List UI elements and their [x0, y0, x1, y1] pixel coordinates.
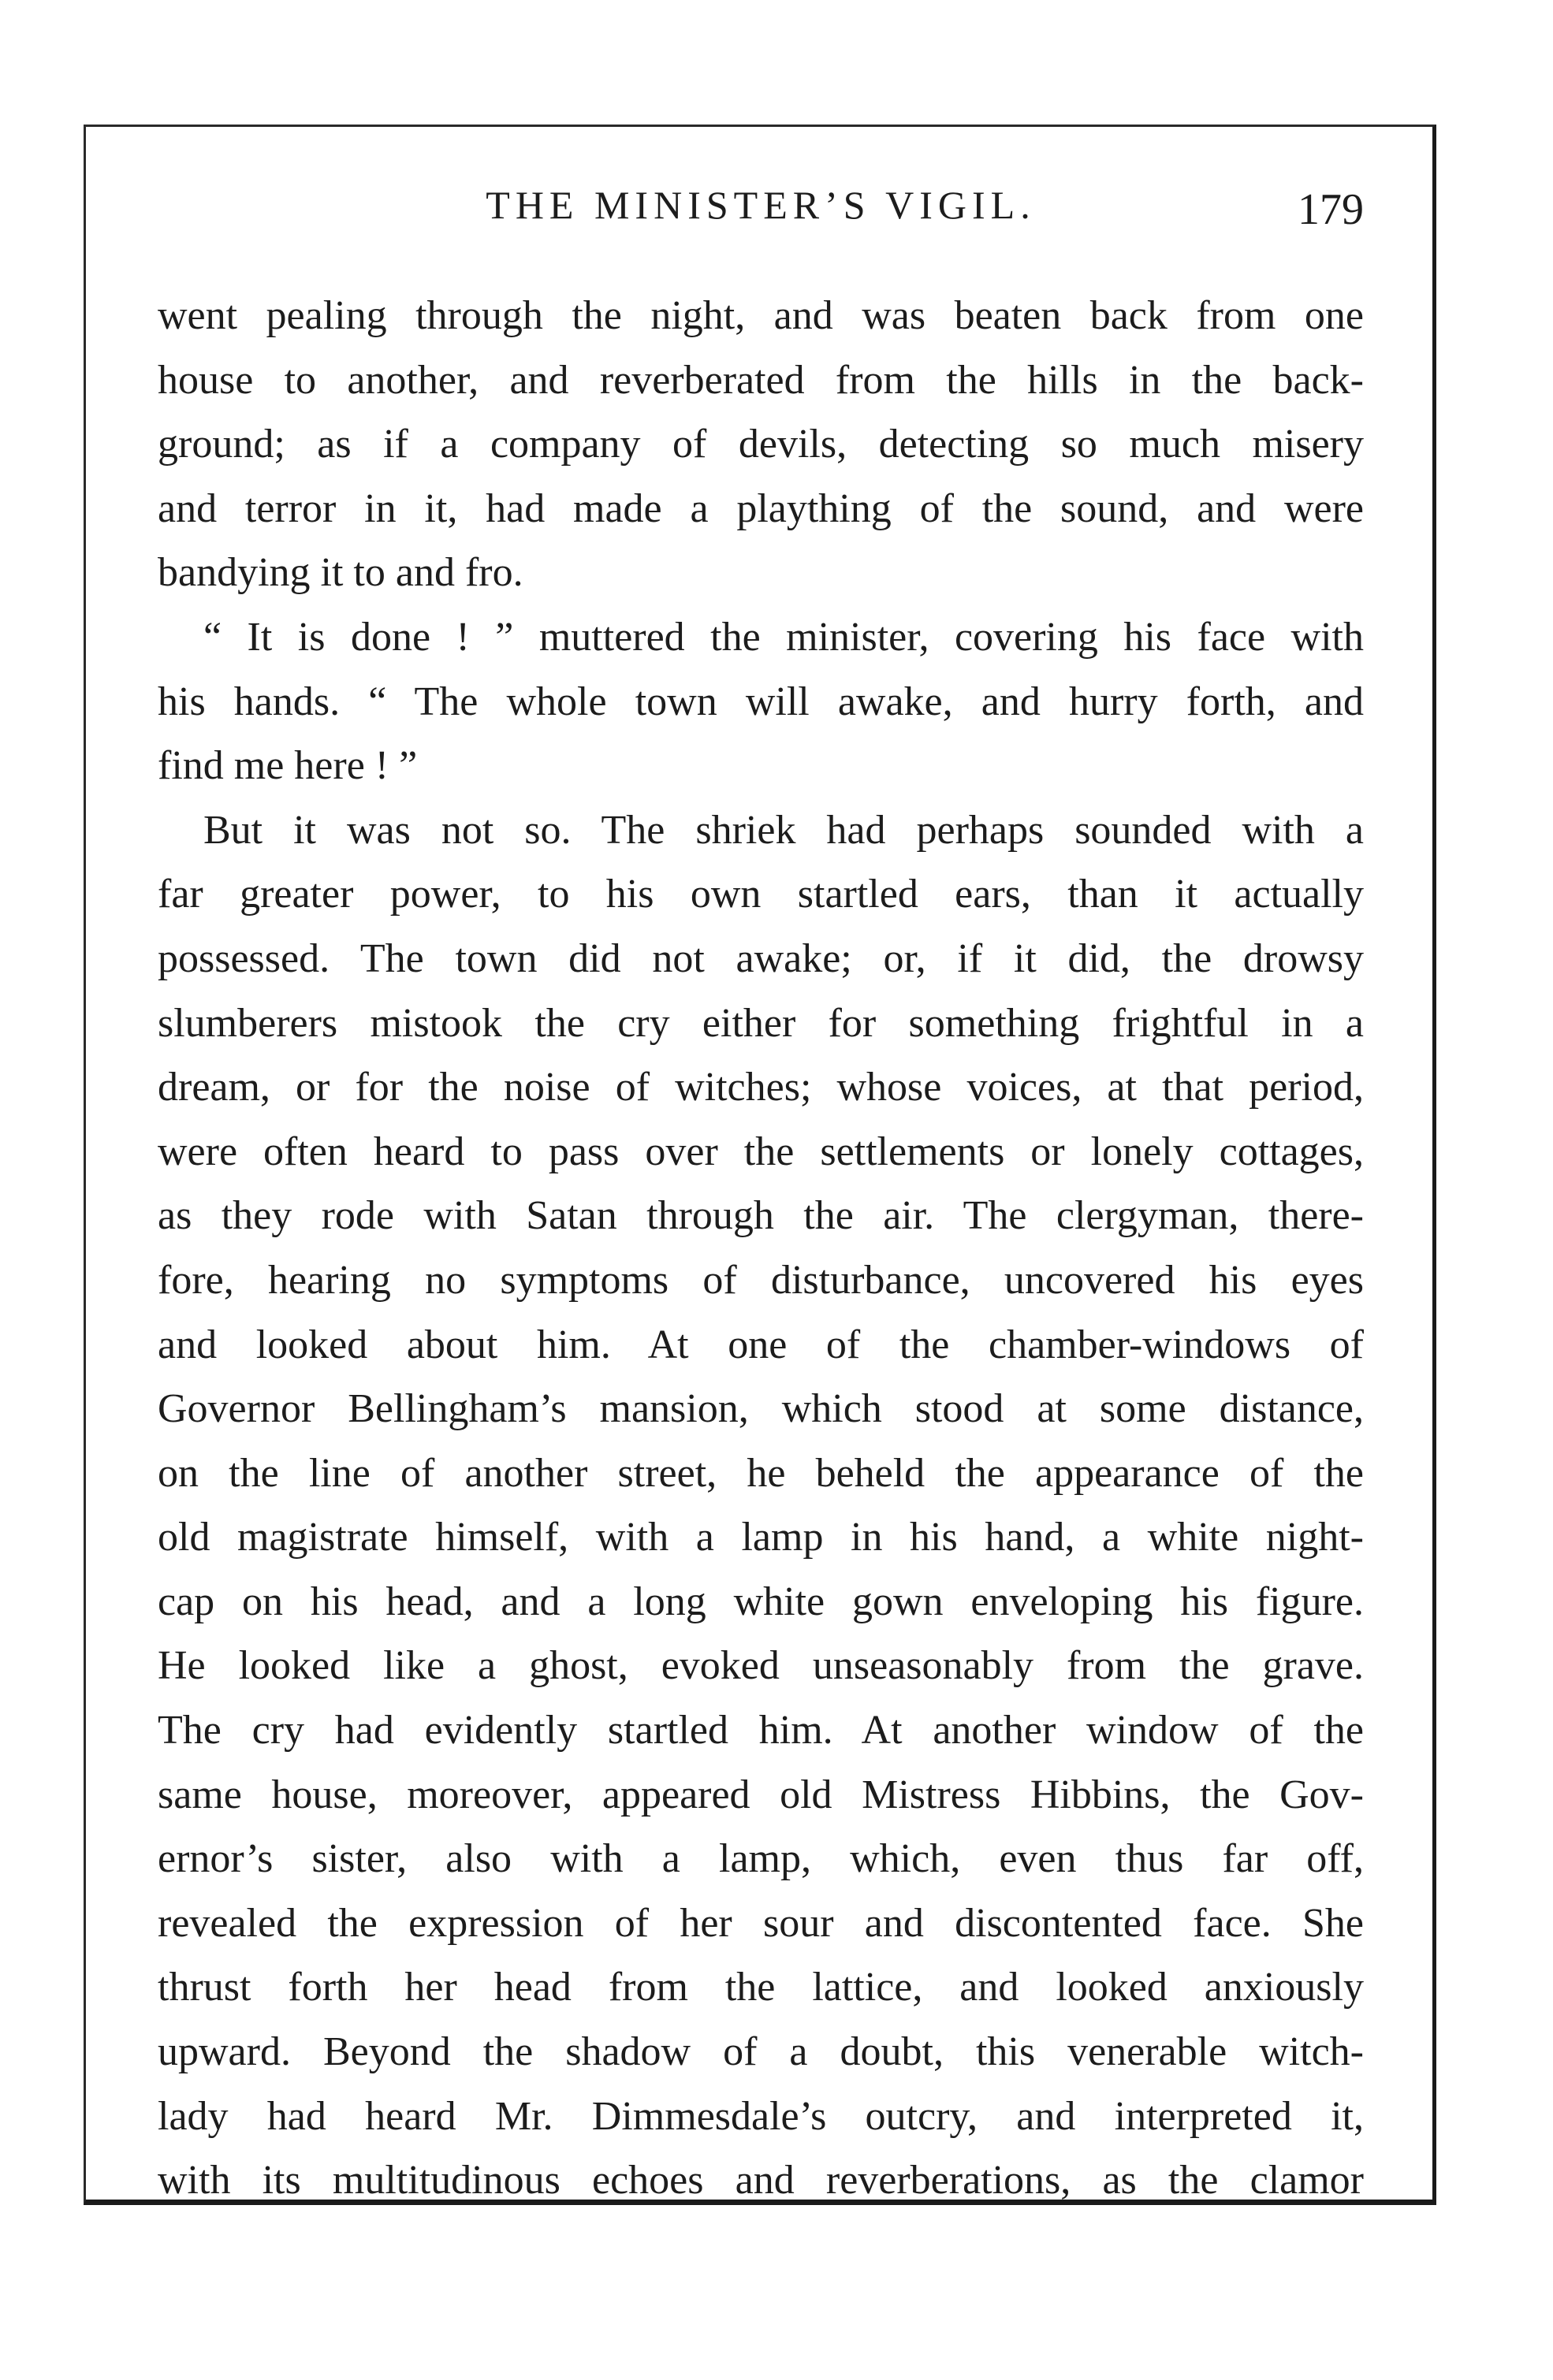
text-line: thrust forth her head from the lattice, and looked anxiously: [158, 1965, 1364, 2010]
text-line: fore, hearing no symptoms of disturbance, uncovered his eyes: [158, 1257, 1364, 1303]
page-number: 179: [1298, 185, 1364, 234]
body-text: [158, 284, 1364, 2213]
text-line: were often heard to pass over the settlements or lonely cottages,: [158, 1129, 1364, 1174]
text-line: cap on his head, and a long white gown enveloping his figure.: [158, 1579, 1364, 1624]
text-line: upward. Beyond the shadow of a doubt, this venerable witch-: [158, 2029, 1364, 2075]
text-line: and terror in it, had made a plaything of the sound, and were: [158, 485, 1364, 531]
running-title: THE MINISTER’S VIGIL.: [486, 183, 1036, 227]
text-line: ground; as if a company of devils, detecting so much misery: [158, 422, 1364, 467]
text-line: “ It is done ! ” muttered the minister, covering his face with: [203, 614, 1364, 660]
text-line: slumberers mistook the cry either for something frightful in a: [158, 1000, 1364, 1046]
text-line: house to another, and reverberated from the hills in the back-: [158, 357, 1364, 403]
text-line: with its multitudinous echoes and reverberations, as the clamor: [158, 2158, 1364, 2203]
text-line: possessed. The town did not awake; or, if it did, the drowsy: [158, 935, 1364, 981]
text-line: But it was not so. The shriek had perhaps sounded with a: [203, 807, 1364, 853]
text-line: Governor Bellingham’s mansion, which stood at some distance,: [158, 1386, 1364, 1432]
text-line: dream, or for the noise of witches; whose voices, at that period,: [158, 1065, 1364, 1110]
text-line: went pealing through the night, and was beaten back from one: [158, 293, 1364, 338]
text-line: bandying it to and fro.: [158, 550, 523, 596]
text-line: as they rode with Satan through the air. The clergyman, there-: [158, 1193, 1364, 1239]
text-line: his hands. “ The whole town will awake, and hurry forth, and: [158, 679, 1364, 724]
text-line: ernor’s sister, also with a lamp, which, even thus far off,: [158, 1836, 1364, 1882]
text-line: old magistrate himself, with a lamp in his hand, a white night-: [158, 1515, 1364, 1560]
page-header: [158, 172, 1364, 243]
text-line: and looked about him. At one of the chamber-windows of: [158, 1322, 1364, 1367]
text-line: far greater power, to his own startled ears, than it actually: [158, 872, 1364, 917]
text-line: same house, moreover, appeared old Mistress Hibbins, the Gov-: [158, 1772, 1364, 1817]
text-line: find me here ! ”: [158, 743, 418, 789]
text-line: lady had heard Mr. Dimmesdale’s outcry, and interpreted it,: [158, 2093, 1364, 2139]
text-line: He looked like a ghost, evoked unseasonably from the grave.: [158, 1643, 1364, 1689]
text-line: on the line of another street, he beheld the appearance of the: [158, 1450, 1364, 1496]
text-line: revealed the expression of her sour and discontented face. She: [158, 1900, 1364, 1946]
text-line: The cry had evidently startled him. At another window of the: [158, 1708, 1364, 1753]
